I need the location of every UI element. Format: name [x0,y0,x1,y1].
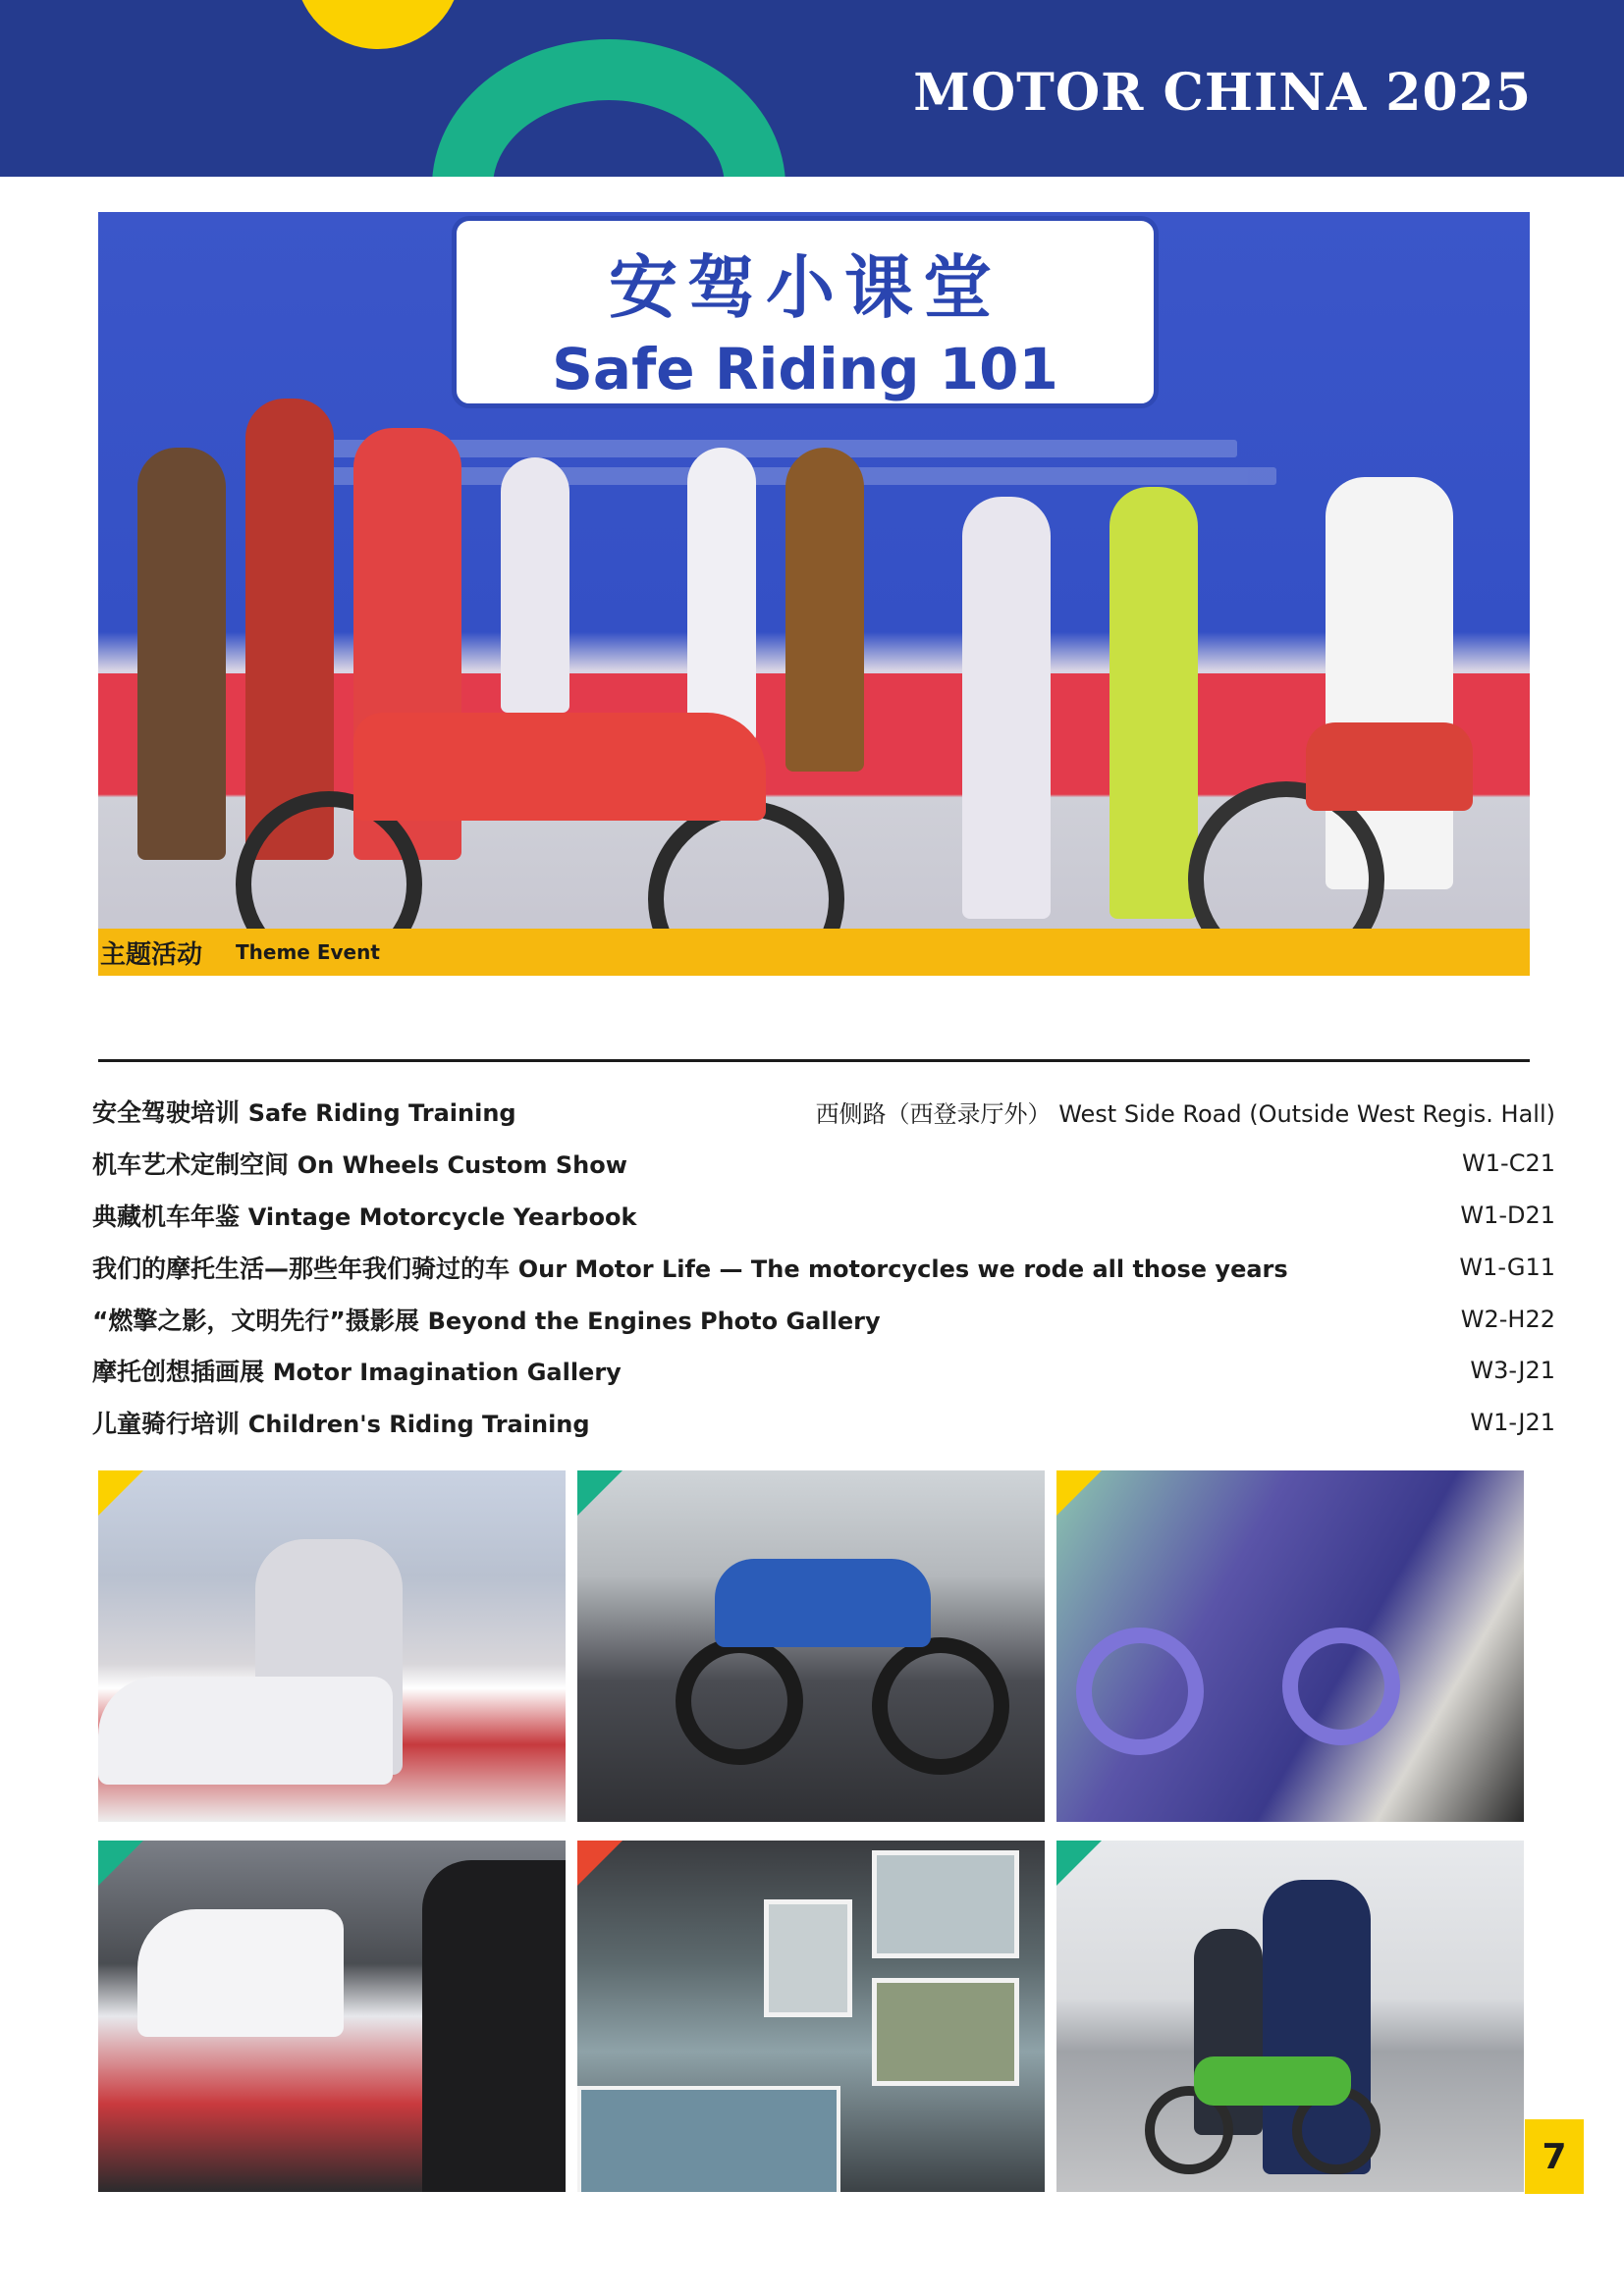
event-name-en: Motor Imagination Gallery [272,1359,622,1387]
decorative-yellow-shape [295,0,461,49]
event-name [92,1146,627,1181]
event-location: W1-D21 [1460,1201,1555,1229]
photo-corner-accent [1056,1841,1102,1886]
framed-photo [577,2086,840,2192]
event-name-en: On Wheels Custom Show [297,1151,627,1180]
event-row [92,1190,1555,1242]
theme-event-label-en: Theme Event [236,940,380,964]
event-row [92,1293,1555,1345]
event-list [92,1086,1555,1449]
person-figure [785,448,864,772]
event-row [92,1397,1555,1449]
framed-photo [872,1850,1019,1958]
framed-photo [764,1899,852,2017]
person-figure [962,497,1051,919]
photo-custom-motorcycle [577,1470,1045,1822]
person-figure [137,448,226,860]
event-name [92,1302,881,1337]
photo-photography-exhibition [577,1841,1045,2192]
photo-corner-accent [577,1841,623,1886]
photo-corner-accent [577,1470,623,1516]
event-name-cn: “燃擎之影，文明先行”摄影展 [92,1306,419,1335]
theme-event-label-cn: 主题活动 [100,939,203,970]
motorcycle-tank [715,1559,931,1647]
event-name-cn: 摩托创想插画展 [92,1358,265,1387]
hero-photo [98,212,1530,976]
event-row [92,1241,1555,1293]
event-name-en: Our Motor Life — The motorcycles we rode all those years [517,1255,1288,1283]
motorcycle-body [1306,722,1473,811]
photo-illustration-gallery [1056,1470,1524,1822]
page-header [0,0,1624,177]
event-name [92,1094,516,1129]
event-name-cn: 儿童骑行培训 [92,1410,241,1439]
motorcycle-wheel [1282,1628,1400,1745]
event-name-cn: 我们的摩托生活—那些年我们骑过的车 [92,1254,511,1283]
event-name [92,1405,590,1440]
motorcycle-wheel [872,1637,1009,1775]
event-name [92,1353,622,1388]
photo-corner-accent [98,1470,143,1516]
theme-event-bar [98,929,1530,976]
event-sign [452,216,1159,408]
event-row [92,1345,1555,1397]
page-number: 7 [1525,2119,1584,2194]
photo-children-riding-training [1056,1841,1524,2192]
event-name-cn: 典藏机车年鉴 [92,1201,241,1231]
event-name-cn: 安全驾驶培训 [92,1098,241,1128]
event-name-en: Beyond the Engines Photo Gallery [427,1307,881,1335]
event-name-en: Safe Riding Training [247,1099,516,1128]
motorcycle-fairing [98,1677,393,1785]
event-row [92,1086,1555,1138]
event-location: W1-J21 [1470,1409,1555,1437]
photo-corner-accent [1056,1470,1102,1516]
event-name-en: Children's Riding Training [247,1411,590,1439]
photo-bmw-motorcycle [98,1841,566,2192]
event-sign-title-en: Safe Riding 101 [552,336,1058,402]
motorcycle-body [353,713,766,821]
person-figure [501,457,569,713]
person-figure [687,448,756,742]
event-name-cn: 机车艺术定制空间 [92,1150,290,1180]
motorcycle-fairing [137,1909,344,2037]
event-row [92,1138,1555,1190]
publication-title: MOTOR CHINA 2025 [913,63,1532,123]
event-name [92,1250,1288,1285]
person-figure [1110,487,1198,919]
event-sign-title-cn: 安驾小课堂 [609,247,1001,328]
event-location: W1-C21 [1462,1149,1555,1178]
event-location: W2-H22 [1460,1305,1555,1333]
event-name [92,1198,636,1233]
motorcycle-wheel [676,1637,803,1765]
person-figure [422,1860,566,2192]
event-location: W3-J21 [1470,1357,1555,1385]
event-location: 西侧路（西登录厅外） West Side Road (Outside West Regis. Hall) [815,1099,1555,1128]
section-divider [98,1059,1530,1062]
photo-corner-accent [98,1841,143,1886]
photo-vintage-motorcycles [98,1470,566,1822]
event-name-en: Vintage Motorcycle Yearbook [247,1202,637,1231]
motorcycle-body [1194,2056,1351,2106]
decorative-green-arc [432,39,785,177]
motorcycle-wheel [1076,1628,1204,1755]
framed-photo [872,1978,1019,2086]
event-location: W1-G11 [1459,1253,1555,1281]
